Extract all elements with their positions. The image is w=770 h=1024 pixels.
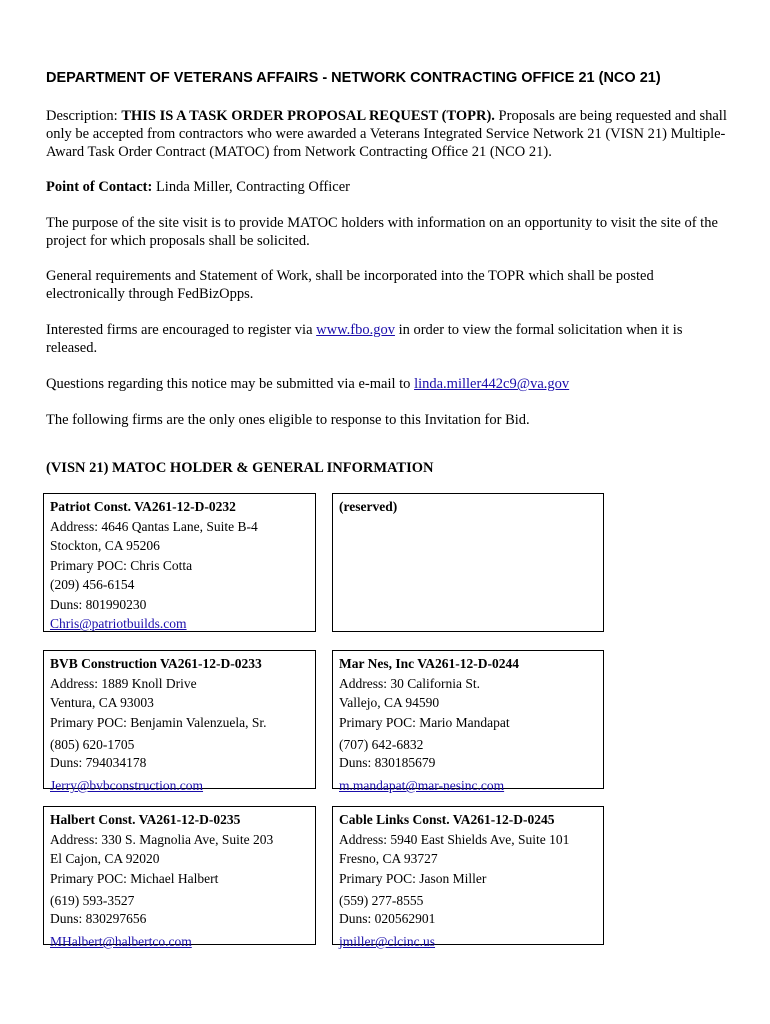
questions-paragraph (46, 375, 736, 393)
firm-phone: (559) 277-8555 (339, 893, 424, 908)
firm-city: Vallejo, CA 94590 (339, 695, 440, 710)
purpose-paragraph: The purpose of the site visit is to provide MATOC holders with information on an opportunity to visit the site of the project for which proposals shall be solicited. (46, 215, 718, 249)
register-paragraph (46, 321, 736, 357)
page-heading: DEPARTMENT OF VETERANS AFFAIRS - NETWORK CONTRACTING OFFICE 21 (NCO 21) (46, 70, 661, 86)
firm-poc: Primary POC: Jason Miller (339, 870, 487, 886)
firm-title: Mar Nes, Inc VA261-12-D-0244 (339, 656, 519, 671)
poc-label: Point of Contact: (46, 179, 153, 195)
questions-text: Questions regarding this notice may be submitted via e-mail to (46, 376, 415, 392)
firm-poc: Primary POC: Mario Mandapat (339, 714, 510, 730)
firm-poc: Primary POC: Benjamin Valenzuela, Sr. (50, 714, 267, 730)
firm-email-link[interactable]: m.mandapat@mar-nesinc.com (339, 778, 505, 793)
section-title: (VISN 21) MATOC HOLDER & GENERAL INFORMATION (46, 460, 434, 476)
firm-title: Patriot Const. VA261-12-D-0232 (50, 499, 236, 514)
firm-card-cablelinks (332, 806, 604, 949)
firm-address: Address: 5940 East Shields Ave, Suite 101 (339, 831, 570, 847)
firm-poc: Primary POC: Michael Halbert (50, 870, 219, 886)
firm-address: Address: 30 California St. (339, 675, 480, 691)
firm-card-halbert (43, 806, 316, 949)
firm-phone: (209) 456-6154 (50, 577, 135, 592)
firm-card-bvb (43, 650, 316, 793)
firm-title: Halbert Const. VA261-12-D-0235 (50, 812, 241, 827)
firm-card-reserved (332, 493, 604, 632)
reserved-label: (reserved) (339, 499, 398, 514)
firm-card-patriot (43, 493, 316, 632)
firm-duns: Duns: 801990230 (50, 596, 147, 612)
firm-phone: (619) 593-3527 (50, 893, 135, 908)
firm-duns: Duns: 830297656 (50, 910, 147, 926)
register-text-after: in order to view the formal solicitation when it is released. (46, 322, 683, 356)
firm-title: Cable Links Const. VA261-12-D-0245 (339, 812, 555, 827)
firm-email-link[interactable]: Chris@patriotbuilds.com (50, 616, 187, 631)
eligible-paragraph: The following firms are the only ones eligible to response to this Invitation for Bid. (46, 412, 530, 428)
poc-value: Linda Miller, Contracting Officer (152, 179, 350, 195)
firm-title: BVB Construction VA261-12-D-0233 (50, 656, 262, 671)
firm-phone: (805) 620-1705 (50, 737, 135, 752)
description-paragraph (46, 107, 736, 161)
description-label: Description: (46, 108, 122, 124)
firm-duns: Duns: 794034178 (50, 754, 147, 770)
firm-city: Ventura, CA 93003 (50, 695, 154, 710)
email-link-contracting-officer[interactable]: linda.miller442c9@va.gov (414, 376, 570, 392)
register-text-before: Interested firms are encouraged to register via (46, 322, 317, 338)
firm-city: El Cajon, CA 92020 (50, 851, 160, 866)
firm-address: Address: 4646 Qantas Lane, Suite B-4 (50, 518, 258, 534)
general-requirements-paragraph: General requirements and Statement of Work, shall be incorporated into the TOPR which shall be posted electronically through FedBizOpps. (46, 268, 654, 302)
firm-email-link[interactable]: MHalbert@halbertco.com (50, 934, 192, 949)
firm-address: Address: 1889 Knoll Drive (50, 675, 197, 691)
firm-card-marnes (332, 650, 604, 793)
description-text: Proposals are being requested and shall only be accepted from contractors who were awarded a Veterans Integrated Service Network 21 (VISN 21) Multiple-Award Task Order Contract (MATOC) from Network Contracting Office 21 (NCO 21). (46, 108, 727, 160)
firm-email-link[interactable]: jmiller@clcinc.us (339, 934, 436, 949)
firm-duns: Duns: 830185679 (339, 754, 436, 770)
point-of-contact (46, 178, 736, 196)
firm-city: Fresno, CA 93727 (339, 851, 438, 866)
firm-duns: Duns: 020562901 (339, 910, 436, 926)
fbo-link[interactable]: www.fbo.gov (316, 322, 395, 338)
firm-phone: (707) 642-6832 (339, 737, 424, 752)
description-bold: THIS IS A TASK ORDER PROPOSAL REQUEST (TOPR). (121, 108, 495, 124)
firm-email-link[interactable]: Jerry@bvbconstruction.com (50, 778, 204, 793)
firm-poc: Primary POC: Chris Cotta (50, 557, 193, 573)
firm-city: Stockton, CA 95206 (50, 538, 160, 553)
firm-address: Address: 330 S. Magnolia Ave, Suite 203 (50, 831, 274, 847)
